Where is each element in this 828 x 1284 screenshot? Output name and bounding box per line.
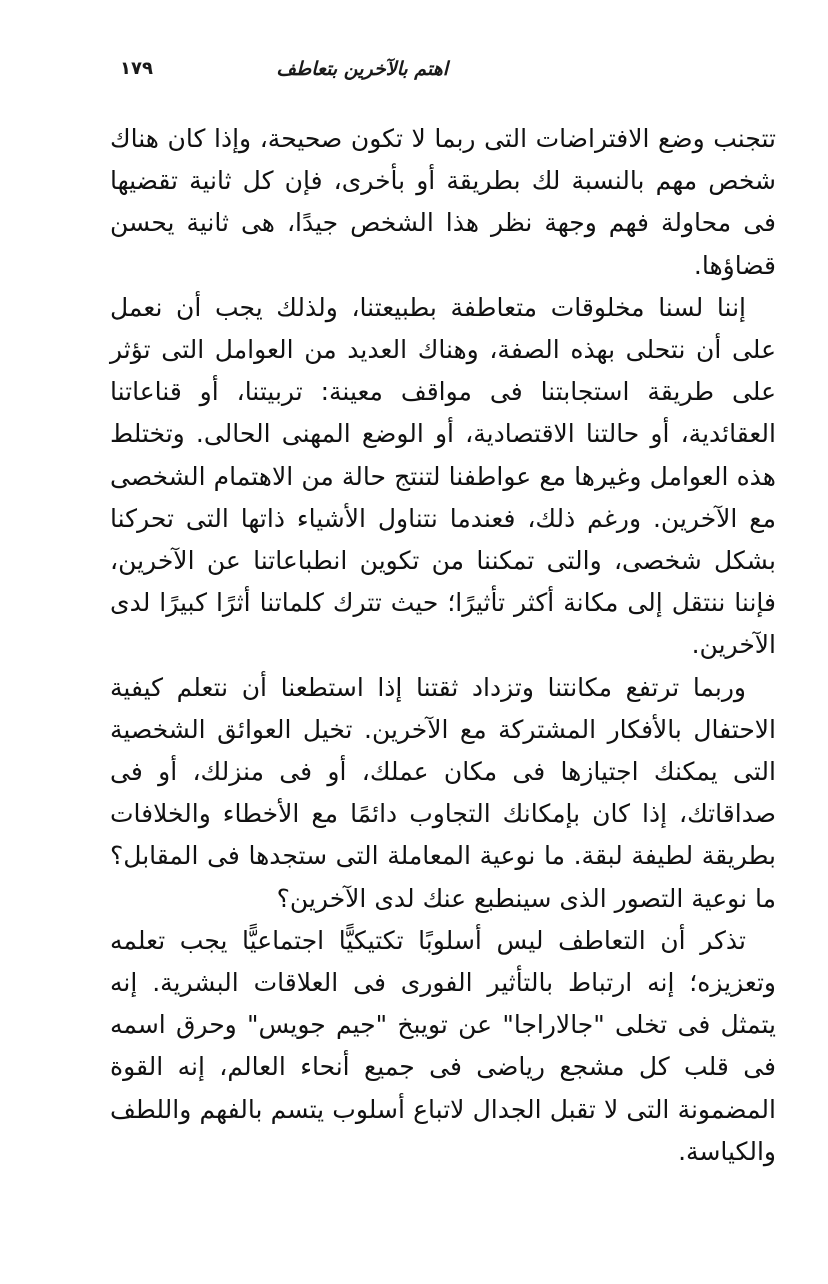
- body-text: [110, 118, 776, 1173]
- paragraph-2: إننا لسنا مخلوقات متعاطفة بطبيعتنا، ولذلك يجب أن نعمل على أن نتحلى بهذه الصفة، وهناك العديد من العوامل التى تؤثر على طريقة استجابتنا فى مواقف معينة: تربيتنا، أو قناعاتنا العقائدية، أو حالتنا الاقتصادية، أو الوضع المهنى الحالى. وتختلط هذه العوامل وغيرها مع عواطفنا لتنتج حالة من الاهتمام الشخصى مع الآخرين. ورغم ذلك، فعندما نتناول الأشياء ذاتها التى تحركنا بشكل شخصى، والتى تمكننا من تكوين انطباعاتنا عن الآخرين، فإننا ننتقل إلى مكانة أكثر تأثيرًا؛ حيث تترك كلماتنا أثرًا كبيرًا لدى الآخرين.: [110, 292, 776, 660]
- running-header: [120, 52, 708, 92]
- paragraph-3: وربما ترتفع مكانتنا وتزداد ثقتنا إذا استطعنا أن نتعلم كيفية الاحتفال بالأفكار المشتركة مع الآخرين. تخيل العوائق الشخصية التى يمكنك اجتيازها فى مكان عملك، أو فى منزلك، أو فى صداقاتك، إذا كان بإمكانك التجاوب دائمًا مع الأخطاء والخلافات بطريقة لطيفة لبقة. ما نوعية المعاملة التى ستجدها فى المقابل؟ ما نوعية التصور الذى سينطبع عنك لدى الآخرين؟: [110, 672, 776, 913]
- page-number: ١٧٩: [120, 58, 153, 79]
- paragraph-4: تذكر أن التعاطف ليس أسلوبًا تكتيكيًّا اجتماعيًّا يجب تعلمه وتعزيزه؛ إنه ارتباط بالتأثير الفورى فى العلاقات البشرية. إنه يتمثل فى تخلى "جالاراجا" عن تويبخ "جيم جويس" وحرق اسمه فى قلب كل مشجع رياضى فى جميع أنحاء العالم، إنه القوة المضمونة التى لا تقبل الجدال لاتباع أسلوب يتسم بالفهم واللطف والكياسة.: [110, 925, 776, 1166]
- chapter-title: اهتم بالآخرين بتعاطف: [276, 58, 448, 80]
- paragraph-1: تتجنب وضع الافتراضات التى ربما لا تكون صحيحة، وإذا كان هناك شخص مهم بالنسبة لك بطريقة أو بأخرى، فإن كل ثانية تقضيها فى محاولة فهم وجهة نظر هذا الشخص جيدًا، هى ثانية يحسن قضاؤها.: [110, 124, 776, 280]
